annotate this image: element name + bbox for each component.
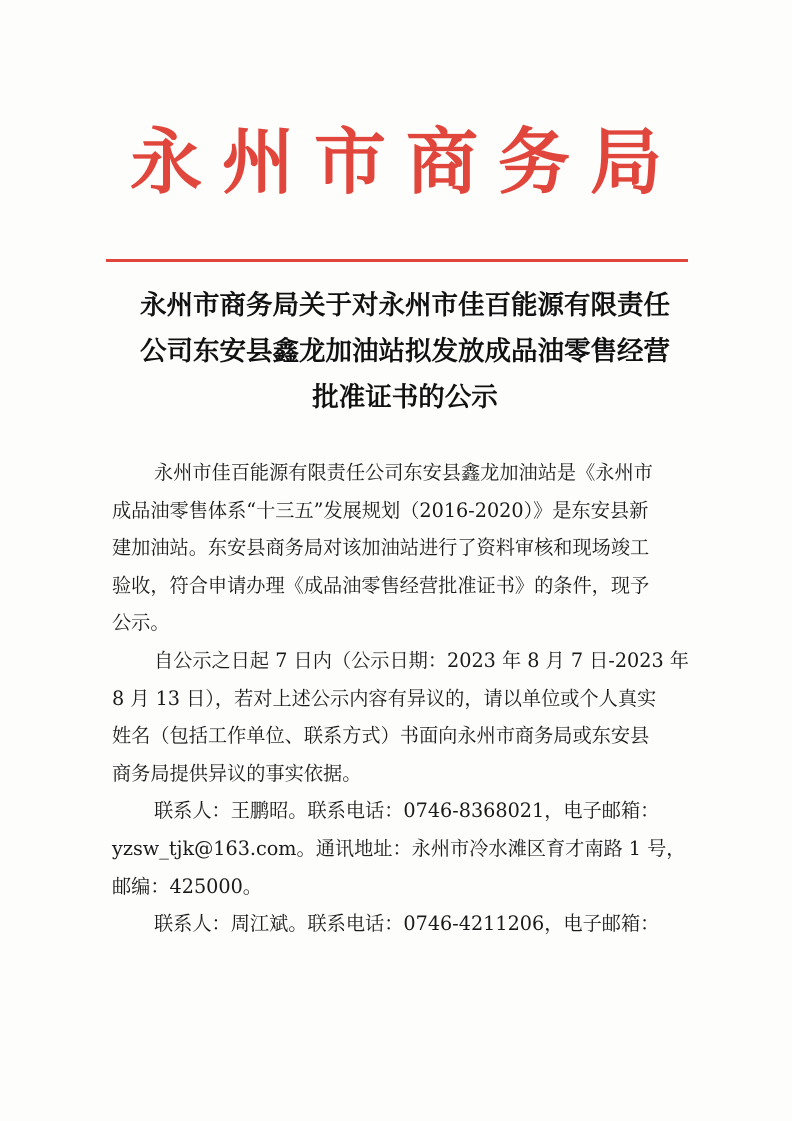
- body-line: 联系人：王鹏昭。联系电话：0746-8368021，电子邮箱：: [154, 799, 660, 823]
- title-line: 永州市商务局关于对永州市佳百能源有限责任: [140, 290, 670, 321]
- body-line: 联系人：周江斌。联系电话：0746-4211206，电子邮箱：: [154, 912, 660, 936]
- agency-name: 永州市商务局: [129, 119, 682, 204]
- body-line: 永州市佳百能源有限责任公司东安县鑫龙加油站是《永州市: [154, 461, 653, 484]
- body-line: 公示。: [112, 611, 170, 635]
- title-line: 批准证书的公示: [312, 382, 498, 413]
- body-line: 验收，符合申请办理《成品油零售经营批准证书》的条件，现予: [112, 573, 650, 597]
- body-line: 建加油站。东安县商务局对该加油站进行了资料审核和现场竣工: [112, 536, 650, 560]
- body-line: 姓名（包括工作单位、联系方式）书面向永州市商务局或东安县: [112, 724, 650, 748]
- red-header-rule: [106, 259, 688, 262]
- paragraph-objection-period: [112, 642, 708, 792]
- document-title: [110, 283, 700, 421]
- title-line: 公司东安县鑫龙加油站拟发放成品油零售经营: [140, 336, 670, 367]
- document-body: [112, 454, 708, 943]
- body-line: yzsw_tjk@163.com。通讯地址：永州市冷水滩区育才南路 1 号，: [112, 836, 686, 860]
- paragraph-contact-city: [112, 792, 708, 905]
- body-line: 成品油零售体系“十三五”发展规划（2016-2020）》是东安县新: [112, 498, 649, 522]
- body-line: 商务局提供异议的事实依据。: [112, 761, 362, 785]
- body-line: 8 月 13 日），若对上述公示内容有异议的，请以单位或个人真实: [112, 686, 657, 710]
- paragraph-announcement: [112, 454, 708, 642]
- agency-masthead: [0, 112, 792, 212]
- paragraph-contact-county: [112, 905, 708, 943]
- body-line: 邮编：425000。: [112, 874, 262, 898]
- body-line: 自公示之日起 7 日内（公示日期：2023 年 8 月 7 日-2023 年: [154, 648, 689, 672]
